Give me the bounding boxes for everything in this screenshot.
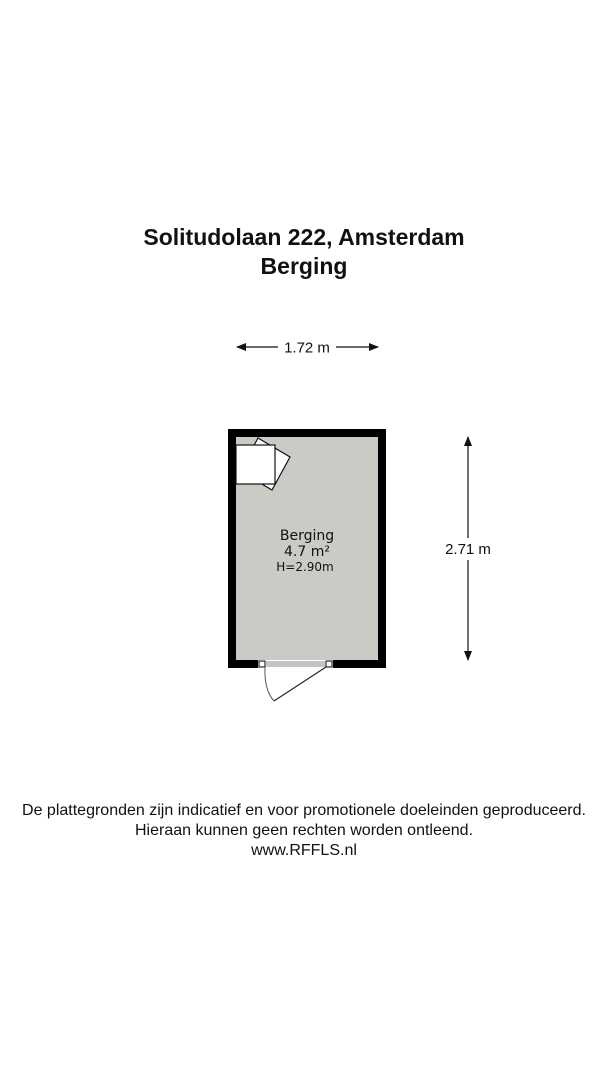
address-title: Solitudolaan 222, Amsterdam (143, 224, 465, 250)
door-swing-icon (265, 667, 326, 701)
room-name: Berging (279, 528, 335, 544)
website-link: www.RFFLS.nl (251, 842, 357, 859)
width-dimension (237, 340, 378, 357)
disclaimer (0, 801, 608, 861)
width-label: 1.72 m (284, 339, 330, 357)
depth-dimension (445, 437, 491, 660)
floor-title: Berging (260, 253, 348, 279)
disclaimer-line-1: De plattegronden zijn indicatief en voor promotionele doeleinden geproduceerd. (22, 802, 586, 819)
disclaimer-line-2: Hieraan kunnen geen rechten worden ontleend. (134, 822, 474, 839)
depth-label: 2.71 m (445, 541, 491, 558)
room-height: H=2.90m (276, 560, 334, 574)
room-area: 4.7 m² (284, 544, 330, 560)
